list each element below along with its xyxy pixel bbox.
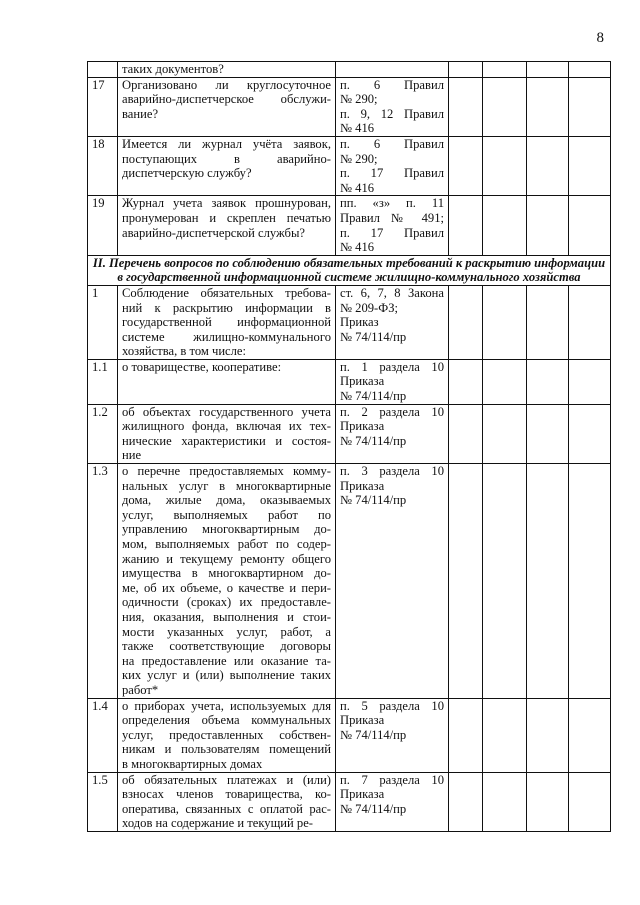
question-line: о товариществе, кооперативе: (122, 359, 282, 374)
question-cell (118, 464, 336, 699)
reference-line: Приказа (340, 419, 385, 434)
table-row (88, 285, 611, 359)
reference-line: № 74/114/пр (340, 801, 407, 816)
reference-line: Приказ (340, 315, 379, 330)
not-applicable-cell (527, 62, 569, 78)
reference-line: № 74/114/пр (340, 329, 407, 344)
answer-yes-cell (449, 62, 483, 78)
question-line: государственной информационной (122, 315, 331, 330)
reference-line: п. 7 раздела 10 (340, 772, 444, 787)
answer-yes-cell (449, 285, 483, 359)
question-line: жанию и текущему ремонту общего (122, 551, 331, 566)
item-number: 1.4 (88, 698, 118, 772)
item-number: 1 (88, 285, 118, 359)
reference-line: Правил № 491; (340, 210, 444, 225)
reference-line: № 416 (340, 121, 375, 136)
question-line: мости указанных услуг, работ, а (122, 624, 331, 639)
legal-reference-cell (336, 464, 449, 699)
page-number: 8 (596, 30, 604, 46)
question-line: аварийно-диспетчерской службы? (122, 225, 306, 240)
answer-yes-cell (449, 196, 483, 255)
table-row (88, 62, 611, 78)
question-line: также соответствующие договоры (122, 639, 331, 654)
question-cell (118, 196, 336, 255)
question-line: взносах членов товарищества, ко- (122, 787, 331, 802)
table-row (88, 196, 611, 255)
question-line: в многоквартирных домах (122, 756, 263, 771)
reference-line: п. 6 Правил (340, 77, 444, 92)
reference-line: п. 5 раздела 10 (340, 698, 444, 713)
question-line: ние (122, 448, 142, 463)
not-applicable-cell (527, 464, 569, 699)
table-row (88, 136, 611, 195)
notes-cell (569, 464, 611, 699)
question-line: нические характеристики и состоя- (122, 433, 331, 448)
reference-line: Приказа (340, 374, 385, 389)
question-line: дома, жилые дома, оказываемых (122, 493, 331, 508)
question-line: таких документов? (122, 62, 224, 76)
item-number: 1.2 (88, 404, 118, 463)
question-line: вание? (122, 106, 159, 121)
notes-cell (569, 285, 611, 359)
reference-line: Приказа (340, 478, 385, 493)
answer-no-cell (483, 404, 527, 463)
not-applicable-cell (527, 698, 569, 772)
not-applicable-cell (527, 404, 569, 463)
item-number: 1.5 (88, 772, 118, 831)
reference-line: п. 9, 12 Правил (340, 106, 444, 121)
reference-line: № 74/114/пр (340, 389, 407, 404)
legal-reference-cell (336, 62, 449, 78)
reference-line: № 290; (340, 92, 378, 107)
answer-no-cell (483, 698, 527, 772)
reference-line: № 209-ФЗ; (340, 300, 399, 315)
notes-cell (569, 698, 611, 772)
answer-yes-cell (449, 136, 483, 195)
question-line: оператива, связанных с оплатой рас- (122, 801, 331, 816)
not-applicable-cell (527, 136, 569, 195)
question-line: Соблюдение обязательных требова- (122, 285, 331, 300)
reference-line: № 74/114/пр (340, 727, 407, 742)
not-applicable-cell (527, 772, 569, 831)
table-row (88, 464, 611, 699)
section-heading-row (88, 255, 611, 285)
answer-no-cell (483, 136, 527, 195)
table-row (88, 772, 611, 831)
not-applicable-cell (527, 285, 569, 359)
section-heading: II. Перечень вопросов по соблюдению обязательных требований к раскрытию информации в государственной информационной системе жилищно-коммунального хозяйства (88, 255, 611, 285)
answer-yes-cell (449, 77, 483, 136)
item-number (88, 62, 118, 78)
reference-line: № 290; (340, 151, 378, 166)
legal-reference-cell (336, 285, 449, 359)
question-cell (118, 359, 336, 404)
reference-line: № 74/114/пр (340, 433, 407, 448)
question-cell (118, 77, 336, 136)
answer-no-cell (483, 77, 527, 136)
notes-cell (569, 77, 611, 136)
question-cell (118, 404, 336, 463)
legal-reference-cell (336, 404, 449, 463)
question-line: Имеется ли журнал учёта заявок, (122, 136, 331, 151)
question-line: системе жилищно-коммунального (122, 329, 331, 344)
question-cell (118, 285, 336, 359)
answer-yes-cell (449, 464, 483, 699)
reference-line: ст. 6, 7, 8 Закона (340, 285, 444, 300)
question-cell (118, 136, 336, 195)
question-line: никам и пользователям помещений (122, 742, 331, 757)
question-line: управлению многоквартирным до- (122, 522, 331, 537)
question-line: ме, об их объеме, о качестве и пери- (122, 580, 331, 595)
table-row (88, 359, 611, 404)
answer-no-cell (483, 196, 527, 255)
reference-line: Приказа (340, 713, 385, 728)
question-line: диспетчерскую службу? (122, 166, 252, 181)
question-line: об объектах государственного учета (122, 404, 331, 419)
notes-cell (569, 772, 611, 831)
question-line: о перечне предоставляемых комму- (122, 464, 331, 479)
item-number: 18 (88, 136, 118, 195)
not-applicable-cell (527, 77, 569, 136)
answer-yes-cell (449, 359, 483, 404)
question-line: об обязательных платежах и (или) (122, 772, 331, 787)
legal-reference-cell (336, 359, 449, 404)
notes-cell (569, 62, 611, 78)
answer-no-cell (483, 285, 527, 359)
notes-cell (569, 136, 611, 195)
legal-reference-cell (336, 136, 449, 195)
checklist-table (87, 61, 611, 832)
question-line: пронумерован и скреплен печатью (122, 210, 331, 225)
reference-line: № 416 (340, 180, 375, 195)
question-line: на предоставление или оказание та- (122, 653, 331, 668)
question-line: мом, выполняемых работ по содер- (122, 537, 331, 551)
answer-no-cell (483, 359, 527, 404)
question-cell (118, 698, 336, 772)
question-line: Журнал учета заявок прошнурован, (122, 196, 331, 211)
question-line: ходов на содержание и текущий ре- (122, 816, 313, 831)
table-row (88, 77, 611, 136)
question-line: хозяйства, в том числе: (122, 344, 247, 359)
reference-line: № 74/114/пр (340, 493, 407, 508)
answer-yes-cell (449, 772, 483, 831)
notes-cell (569, 196, 611, 255)
answer-no-cell (483, 772, 527, 831)
question-line: ких услуг и (или) выполнение таких (122, 668, 331, 683)
question-line: ний к раскрытию информации в (122, 300, 331, 315)
item-number: 17 (88, 77, 118, 136)
question-line: одичности (сроках) их предоставле- (122, 595, 331, 610)
reference-line: № 416 (340, 240, 375, 255)
answer-no-cell (483, 464, 527, 699)
question-line: аварийно-диспетчерское обслужи- (122, 92, 331, 107)
item-number: 1.1 (88, 359, 118, 404)
question-line: ния, оказания, выполнения и стои- (122, 609, 331, 624)
answer-no-cell (483, 62, 527, 78)
question-cell (118, 772, 336, 831)
question-line: имущества в многоквартирном до- (122, 566, 331, 581)
reference-line: п. 6 Правил (340, 136, 444, 151)
reference-line: п. 3 раздела 10 (340, 464, 444, 479)
reference-line: п. 1 раздела 10 (340, 359, 444, 374)
reference-line: п. 17 Правил (340, 225, 444, 240)
question-line: услуг, выполняемых работ по (122, 507, 331, 522)
question-line: Организовано ли круглосуточное (122, 77, 331, 92)
question-line: определения объема коммунальных (122, 713, 331, 728)
legal-reference-cell (336, 77, 449, 136)
answer-yes-cell (449, 698, 483, 772)
question-line: услуг, предоставленных собствен- (122, 727, 331, 742)
table-row (88, 698, 611, 772)
question-line: нальных услуг в многоквартирные (122, 478, 331, 493)
question-line: о приборах учета, используемых для (122, 698, 331, 713)
question-line: работ* (122, 682, 159, 697)
item-number: 1.3 (88, 464, 118, 699)
question-line: жилищного фонда, включая их тех- (122, 419, 331, 434)
notes-cell (569, 404, 611, 463)
question-line: поступающих в аварийно- (122, 151, 331, 166)
reference-line: пп. «з» п. 11 (340, 196, 444, 211)
not-applicable-cell (527, 196, 569, 255)
table-row (88, 404, 611, 463)
reference-line: п. 2 раздела 10 (340, 404, 444, 419)
not-applicable-cell (527, 359, 569, 404)
answer-yes-cell (449, 404, 483, 463)
item-number: 19 (88, 196, 118, 255)
question-cell (118, 62, 336, 78)
legal-reference-cell (336, 698, 449, 772)
notes-cell (569, 359, 611, 404)
legal-reference-cell (336, 196, 449, 255)
legal-reference-cell (336, 772, 449, 831)
reference-line: Приказа (340, 787, 385, 802)
reference-line: п. 17 Правил (340, 166, 444, 181)
